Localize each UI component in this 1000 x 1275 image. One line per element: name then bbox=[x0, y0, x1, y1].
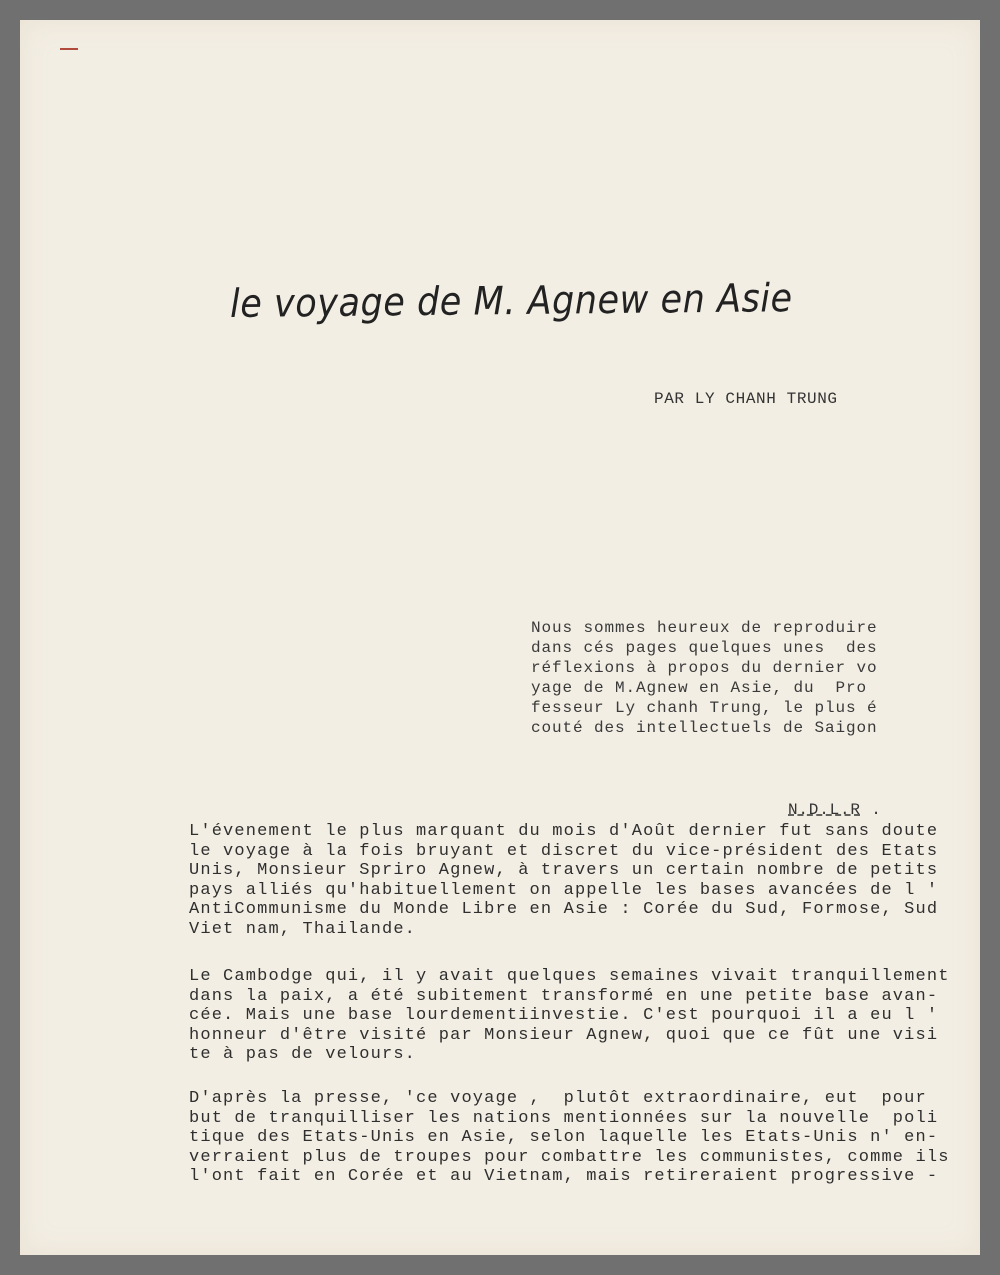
note-line: Nous sommes heureux de reproduire bbox=[531, 619, 878, 637]
note-line: réflexions à propos du dernier vo bbox=[531, 659, 878, 677]
paragraph-1 bbox=[189, 822, 938, 940]
text-line: le voyage à la fois bruyant et discret du vice-président des Etats bbox=[189, 841, 939, 861]
text-line: D'après la presse, 'ce voyage , plutôt extraordinaire, eut pour bbox=[189, 1089, 927, 1108]
paragraph-3 bbox=[189, 1089, 950, 1187]
text-line: verraient plus de troupes pour combattre les communistes, comme ils bbox=[189, 1147, 950, 1167]
note-line: couté des intellectuels de Saigon bbox=[531, 719, 878, 737]
ink-mark bbox=[60, 48, 78, 50]
text-line: cée. Mais une base lourdementiinvestie. C'est pourquoi il a eu l ' bbox=[189, 1006, 939, 1026]
signature-suffix: . bbox=[860, 801, 882, 819]
text-line: L'évenement le plus marquant du mois d'Août dernier fut sans doute bbox=[189, 822, 939, 841]
note-line: yage de M.Agnew en Asie, du Pro bbox=[531, 679, 868, 697]
note-line: fesseur Ly chanh Trung, le plus é bbox=[531, 699, 878, 717]
text-line: pays alliés qu'habituellement on appelle les bases avancées de l ' bbox=[189, 880, 939, 900]
note-line: dans cés pages quelques unes des bbox=[531, 639, 878, 657]
text-line: honneur d'être visité par Monsieur Agnew, quoi que ce fût une visi bbox=[189, 1025, 939, 1045]
paper-page bbox=[20, 20, 980, 1255]
text-line: l'ont fait en Corée et au Vietnam, mais retireraient progressive - bbox=[189, 1167, 939, 1187]
text-line: Unis, Monsieur Spriro Agnew, à travers un certain nombre de petits bbox=[189, 861, 939, 881]
text-line: te à pas de velours. bbox=[189, 1045, 417, 1065]
byline: PAR LY CHANH TRUNG bbox=[654, 390, 838, 408]
text-line: tique des Etats-Unis en Asie, selon laquelle les Etats-Unis n' en- bbox=[189, 1128, 939, 1148]
text-line: Le Cambodge qui, il y avait quelques semaines vivait tranquillement bbox=[189, 967, 950, 986]
text-line: AntiCommunisme du Monde Libre en Asie : Corée du Sud, Formose, Sud bbox=[189, 900, 939, 920]
text-line: but de tranquilliser les nations mentionnées sur la nouvelle poli bbox=[189, 1108, 939, 1128]
signature-text: N.D.L.R bbox=[788, 801, 861, 819]
text-line: Viet nam, Thailande. bbox=[189, 919, 417, 939]
paragraph-2 bbox=[189, 967, 950, 1065]
text-line: dans la paix, a été subitement transformé en une petite base avan- bbox=[189, 986, 939, 1006]
editor-signature bbox=[788, 801, 882, 819]
article-title: le voyage de M. Agnew en Asie bbox=[229, 276, 793, 327]
editor-note bbox=[531, 618, 878, 738]
